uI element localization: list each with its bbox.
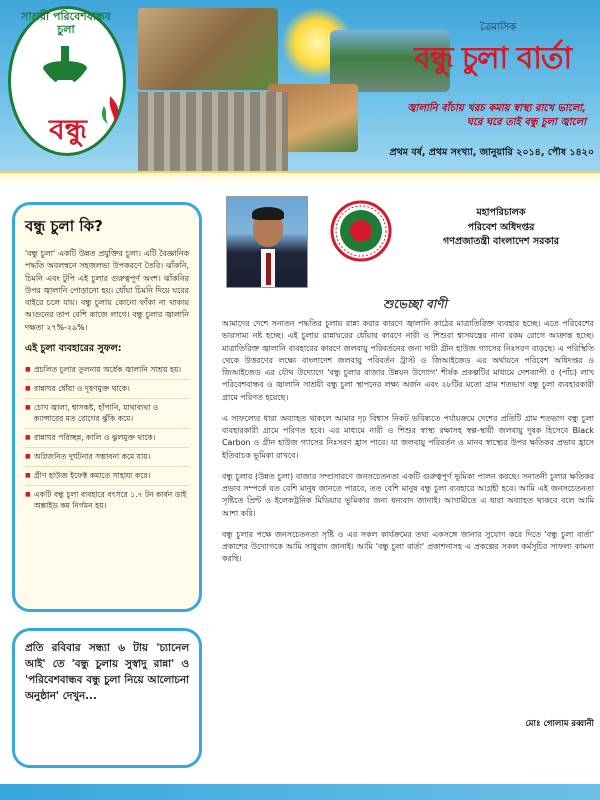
stove-icon (36, 46, 94, 100)
sidebar-description: 'বন্ধু চুলা' একটি উন্নত প্রযুক্তির চুলা। এটি বৈজ্ঞানিক পদ্ধতি অবলম্বনে সহজলভ্য উপকরণে তৈরি। ঝাঁকনি, চিমনি এবং টুপি এই চুলার গুরুত্বপূর্ণ অংশ। ঝাঁকনির উপর জ্বালানি পোড়ানো হয়। ধোঁয়া চিমনি দিয়ে ঘরের বাইরে চলে যায়। বন্ধু চুলায় কোনো ফাঁকা না থাকায় আগুনের তাপ বেশি কাজে লাগে। বন্ধু চুলার জ্বালানি দক্ষতা ২৭%-২৯%। (25, 249, 189, 332)
list-item: ■ অগ্নিজনিত দুর্ঘটনার সম্ভাবনা কমে যায়। (25, 448, 189, 467)
list-item: ■ রান্নাঘর ধোঁয়া ও দূষণমুক্ত থাকে। (25, 380, 189, 399)
benefits-title: এই চুলা ব্যবহারের সুফল: (25, 342, 122, 354)
masthead-title: বন্ধু চুলা বার্তা (414, 41, 572, 76)
tv-program-box (12, 628, 202, 768)
office-designation (412, 206, 590, 250)
list-item: ■ গ্রীণ হাউজ ইফেক্ট কমাতে সাহায্য করে। (25, 467, 189, 486)
stove-bricks-photo (138, 92, 288, 171)
list-item: ■ প্রচলিত চুলার তুলনায় অর্ধেক জ্বালানি সাশ্রয় হয়। (25, 361, 189, 380)
cooking-photo (138, 8, 278, 90)
message-paragraph: বন্ধু চুলার পক্ষে জনসচেতনতা সৃষ্টি ও এর সকল কার্যক্রমের তথ্য একসঙ্গে জানার সুযোগ করে দিতে 'বন্ধু চুলা বার্তা' প্রকাশের উদ্যোগকে আমি সাধুবাদ জানাই। আমি 'বন্ধু চুলা বার্তা' প্রকাশনাসহ এ প্রকল্পের সকল কর্মসূচির সাফল্য কামনা করছি। (222, 529, 594, 564)
header-divider (0, 171, 600, 183)
masthead-slogan (360, 102, 586, 129)
message-body (222, 318, 594, 575)
benefits-list (25, 361, 189, 515)
footer-band (0, 784, 600, 800)
director-portrait (226, 196, 308, 288)
sidebar-title: বন্ধু চুলা কি? (25, 217, 103, 235)
office-department: পরিবেশ অধিদপ্তর (467, 221, 535, 233)
message-paragraph: আমাদের দেশে সনাতন পদ্ধতির চুলায় রান্না করার কারণে জ্বালানি কাঠের মাত্রাতিরিক্ত ব্যবহার হচ্ছে। এতে পরিবেশের ভারসাম্য নষ্ট হচ্ছে। এই চুলায় রান্নাঘরের ধোঁয়ার কারণে নারী ও শিশুরা শ্বাসযন্ত্রের নানা রকম রোগে আক্রান্ত হচ্ছে। মাত্রাতিরিক্ত জ্বালানি ব্যবহারের কারণে জলবায়ু পরিবর্তনের জন্য দায়ী গ্রীন হাউজ গ্যাসের নিঃসরণ বাড়ছে। এ পরিস্থিতি থেকে উত্তরণের লক্ষ্যে বাংলাদেশ জলবায়ু পরিবর্তন ট্রাস্ট ও জিআইজেড এর অর্থায়নে পরিবেশ অধিদপ্তর ও জিআইজেড এর যৌথ উদ্যোগে 'বন্ধু চুলার বাজার উন্নয়ন উদ্যোগ' শীর্ষক প্রকল্পটির মাধ্যমে দেশব্যাপী ৫ (পাঁচ) লাখ পরিবেশবান্ধব ও জ্বালানি সাশ্রয়ী বন্ধু চুলা স্থাপনের লক্ষ্য অর্জন এবং ২৮টির মতো গ্রাম শতভাগ বন্ধু চুলা ব্যবহারকারী গ্রামে পরিণত হয়েছে। (222, 319, 594, 402)
slogan-line-1: জ্বালানি বাঁচায় খরচ কমায় স্বাস্থ্য রাখে ভালো, (407, 103, 586, 114)
logo-arc-text: সাশ্রয়ী পরিবেশবান্ধব চুলা (21, 10, 111, 37)
tv-program-text: প্রতি রবিবার সন্ধ্যা ৬ টায় 'চ্যানেল আই' তে 'বন্ধু চুলায় সুস্বাদু রান্না' ও 'পরিবেশবান্ধব বন্ধু চুলা নিয়ে আলোচনা অনুষ্ঠান' দেখুন... (25, 642, 189, 702)
office-government: গণপ্রজাতন্ত্রী বাংলাদেশ সরকার (443, 236, 559, 248)
portrait-tie (266, 253, 271, 285)
slogan-line-2: ঘরে ঘরে তাই বন্ধু চুলা জ্বালো (466, 116, 586, 128)
message-paragraph: বন্ধু চুলার (উন্নত চুলা) বাজার সম্প্রসারণে জনসচেতনতা একটি গুরুত্বপূর্ণ ভূমিকা পালন করছে। সনাতনী চুলার ক্ষতিকর প্রভাব সম্পর্কে যত বেশি মানুষ জানতে পারবে, তত বেশি মানুষ বন্ধু চুলা ব্যবহারে আগ্রহী হবে। আমি এই জনসচেতনতা সৃষ্টিতে প্রিন্ট ও ইলেকট্রনিক মিডিয়ার ভূমিকার জন্য ধন্যবাদ জানাই। আগামীতে এ ধারা অব্যাহত থাকবে বলে আমি আশা করি। (222, 471, 594, 518)
what-is-bondhu-box (12, 202, 202, 612)
government-seal-icon (330, 200, 392, 262)
masthead-banner (0, 0, 600, 171)
message-heading: শুভেচ্ছা বাণী (383, 297, 447, 311)
message-paragraph: এ সাফল্যের ধারা অব্যাহত থাকলে আমার দৃঢ় বিশ্বাস নিকট ভবিষ্যতে পর্যায়ক্রমে দেশের প্রতিটি গ্রাম শতভাগ বন্ধু চুলা ব্যবহারকারী গ্রামে পরিণত হবে। এর মাধ্যমে নারী ও শিশুর স্বাস্থ্য রক্ষাসহ স্বল্প-স্থায়ী জলবায়ু দূষক হিসেবে Black Carbon ও গ্রীন হাউজ গ্যাসের নিঃসরণ হ্রাস পাবে। যা জলবায়ু পরিবর্তন ও মানব স্বাস্থ্যের উপর ক্ষতিকর প্রভাব হ্রাসে ইতিবাচক ভূমিকা রাখবে। (222, 413, 594, 460)
list-item: ■ একটি বন্ধু চুলা ব্যবহারে বৎসরে ১.৭ টন কার্বন ডাই অক্সাইড কম নির্গমন হয়। (25, 486, 189, 515)
list-item: ■ চোখ জ্বালা, শ্বাসকষ্ট, হাঁপানি, মাথাব্যথা ও ক্যান্সারের মত রোগের ঝুঁকি কমে। (25, 399, 189, 429)
masthead-frequency: ত্রৈমাসিক (480, 22, 517, 33)
office-title: মহাপরিচালক (476, 207, 526, 218)
portrait-hair (252, 207, 284, 220)
list-item: ■ রান্নাঘর পরিচ্ছন্ন, কালি ও ঝুলমুক্ত থাকে। (25, 429, 189, 448)
issue-info: প্রথম বর্ষ, প্রথম সংখ্যা, জানুয়ারি ২০১৪, পৌষ ১৪২০ (389, 147, 594, 158)
logo-brand-text: বন্ধু (49, 113, 87, 146)
signature: মোঃ গোলাম রব্বানী (525, 719, 594, 729)
